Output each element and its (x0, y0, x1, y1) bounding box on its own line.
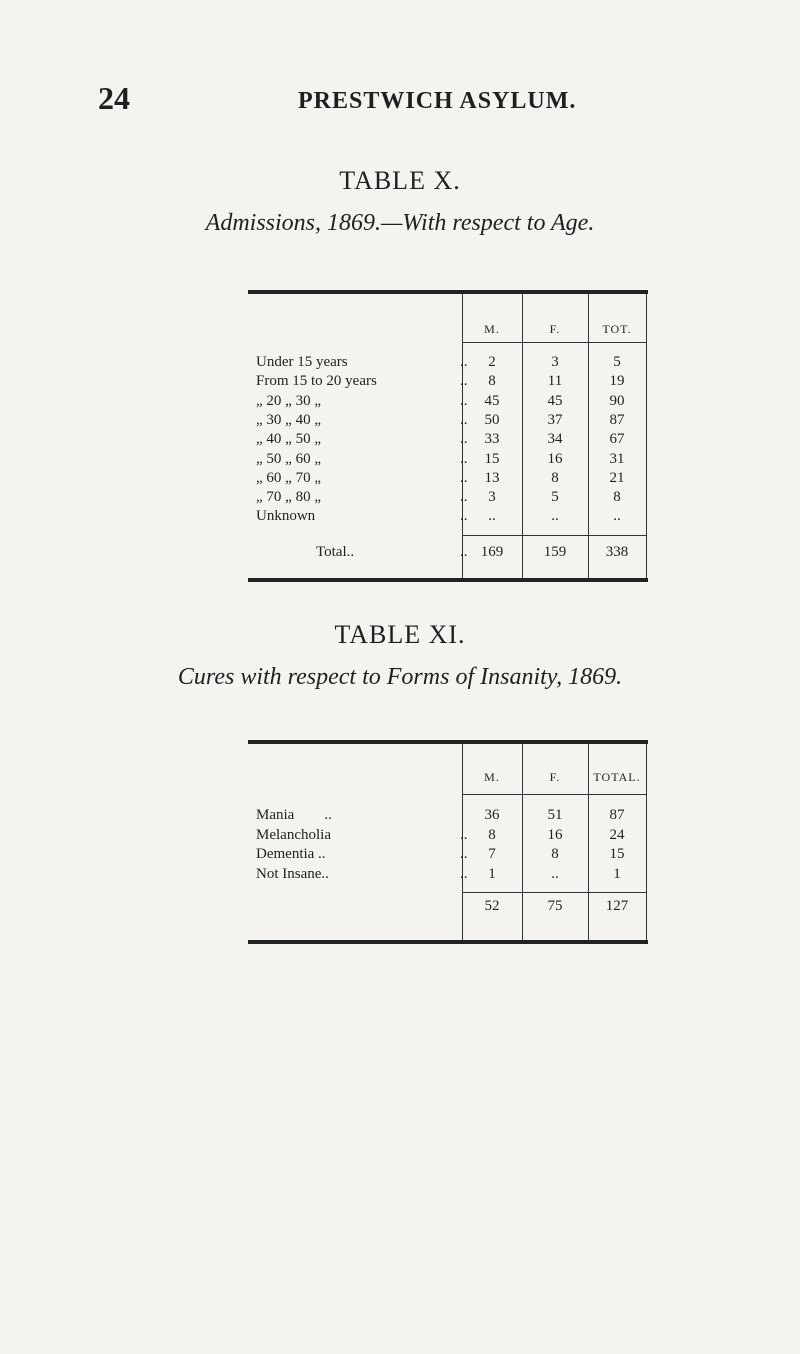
cell-f: 51 (547, 807, 563, 823)
table-x-title: TABLE X. (339, 166, 461, 195)
cell-total: 87 (609, 411, 625, 428)
cell-total: 5 (613, 354, 621, 370)
table-row (248, 489, 648, 509)
cell-total: 31 (609, 450, 625, 467)
table-xi-title: TABLE XI. (334, 620, 466, 649)
column-header-m: M. (484, 322, 500, 336)
cell-m: 7 (488, 846, 496, 862)
cell-total: 90 (609, 392, 625, 409)
table-row (248, 373, 648, 393)
row-label: Melancholia (256, 826, 331, 843)
cell-f: 34 (547, 431, 563, 448)
leader-dots: .. (460, 826, 468, 843)
total-rule (462, 892, 646, 893)
cell-m: 8 (488, 373, 496, 390)
leader-dots: .. (460, 450, 468, 467)
cell-f: .. (551, 865, 559, 882)
cell-total: 19 (609, 373, 625, 390)
table-row (248, 807, 648, 827)
cell-f: 45 (547, 392, 563, 409)
row-label: Not Insane.. (256, 865, 329, 882)
table-row (248, 508, 648, 528)
header-rule (462, 342, 646, 343)
cell-f: 16 (547, 826, 563, 843)
cell-f: .. (551, 508, 559, 525)
cell-m: .. (488, 508, 496, 525)
cell-m: 52 (484, 898, 500, 914)
row-label: Dementia .. (256, 846, 326, 862)
leader-dots: .. (460, 489, 468, 506)
cell-m: 50 (484, 411, 500, 428)
cell-m: 45 (484, 392, 500, 409)
row-label: Total.. (316, 544, 355, 560)
table-x-caption: Admissions, 1869.—With respect to Age. (205, 210, 595, 236)
table-row (248, 451, 648, 471)
leader-dots: .. (460, 354, 468, 370)
cell-total: 87 (609, 807, 625, 823)
total-row (248, 898, 648, 918)
cell-f: 159 (543, 544, 567, 560)
table-x (248, 290, 648, 582)
row-label: „ 30 „ 40 „ (256, 411, 321, 428)
leader-dots: .. (460, 469, 468, 486)
row-label: „ 50 „ 60 „ (256, 450, 321, 467)
header-rule (462, 794, 646, 795)
cell-f: 11 (547, 373, 563, 390)
column-header-f: F. (549, 770, 561, 784)
row-label: Mania .. (256, 807, 332, 823)
leader-dots: .. (460, 544, 468, 560)
row-label: „ 60 „ 70 „ (256, 469, 321, 486)
cell-m: 36 (484, 807, 500, 823)
cell-f: 5 (551, 489, 559, 506)
cell-f: 16 (547, 450, 563, 467)
leader-dots: .. (460, 392, 468, 409)
row-label: „ 20 „ 30 „ (256, 392, 321, 409)
row-label: From 15 to 20 years (256, 373, 377, 390)
table-row (248, 470, 648, 490)
page-header (0, 80, 800, 120)
leader-dots: .. (460, 373, 468, 390)
table-xi-caption: Cures with respect to Forms of Insanity, 1869. (177, 664, 623, 690)
cell-f: 75 (547, 898, 563, 914)
total-row (248, 544, 648, 564)
table-xi (248, 740, 648, 944)
cell-total: 67 (609, 431, 625, 448)
column-header-total: TOT. (602, 322, 632, 336)
page-number: 24 (98, 80, 130, 116)
cell-m: 169 (480, 544, 504, 560)
cell-total: 15 (609, 846, 625, 862)
cell-total: 1 (613, 865, 621, 882)
leader-dots: .. (460, 431, 468, 448)
leader-dots: .. (460, 846, 468, 862)
table-row (248, 846, 648, 866)
cell-m: 33 (484, 431, 500, 448)
row-label: Under 15 years (256, 354, 348, 370)
leader-dots: .. (460, 411, 468, 428)
cell-m: 8 (488, 826, 496, 843)
cell-f: 8 (551, 846, 559, 862)
cell-m: 1 (488, 865, 496, 882)
table-row (248, 866, 648, 886)
running-head: PRESTWICH ASYLUM. (298, 88, 577, 114)
cell-total: 8 (613, 489, 621, 506)
column-header-f: F. (549, 322, 561, 336)
leader-dots: .. (460, 508, 468, 525)
row-label: „ 40 „ 50 „ (256, 431, 321, 448)
column-header-total: TOTAL. (593, 770, 641, 784)
total-rule (462, 535, 646, 536)
cell-f: 3 (551, 354, 559, 370)
table-row (248, 354, 648, 374)
cell-f: 8 (551, 469, 559, 486)
cell-m: 15 (484, 450, 500, 467)
table-row (248, 412, 648, 432)
row-label: „ 70 „ 80 „ (256, 489, 321, 506)
cell-m: 13 (484, 469, 500, 486)
cell-total: 24 (609, 826, 625, 843)
column-header-m: M. (484, 770, 500, 784)
table-row (248, 393, 648, 413)
cell-total: 21 (609, 469, 625, 486)
cell-m: 2 (488, 354, 496, 370)
row-label: Unknown (256, 508, 316, 525)
leader-dots: .. (460, 865, 468, 882)
cell-f: 37 (547, 411, 563, 428)
cell-total: 338 (605, 544, 629, 560)
cell-total: .. (613, 508, 621, 525)
table-row (248, 431, 648, 451)
cell-m: 3 (488, 489, 496, 506)
cell-total: 127 (605, 898, 629, 914)
table-row (248, 827, 648, 847)
